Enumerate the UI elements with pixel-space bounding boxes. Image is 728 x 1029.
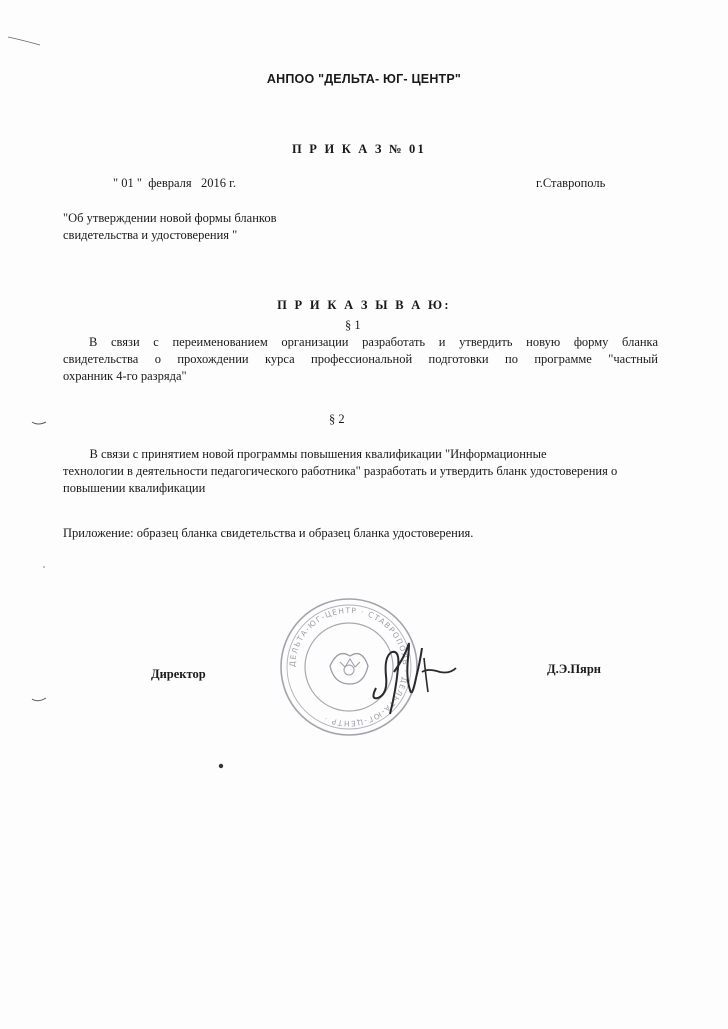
section-1-line: В связи с переименованием организации разработать и утвердить новую форму бланка <box>89 335 658 349</box>
svg-text:ДЕЛЬТА-ЮГ-ЦЕНТР · СТАВРОПОЛЬ ·: ДЕЛЬТА-ЮГ-ЦЕНТР · СТАВРОПОЛЬ · ДЕЛЬТА-ЮГ-ЦЕНТР · <box>287 605 411 729</box>
section-1-line: свидетельства о прохождении курса профессиональной подготовки по программе "частный <box>63 352 658 366</box>
section-2-line: В связи с принятием новой программы повышения квалификации "Информационные <box>77 447 547 461</box>
section-1-text <box>63 334 658 385</box>
attachment-note: Приложение: образец бланка свидетельства и образец бланка удостоверения. <box>63 526 474 540</box>
section-1-mark: § 1 <box>345 318 361 332</box>
organization-name: АНПОО "ДЕЛЬТА- ЮГ- ЦЕНТР" <box>266 72 462 86</box>
director-signature <box>368 628 458 720</box>
section-2-line: технологии в деятельности педагогического работника" разработать и утвердить бланк удостоверения о <box>63 464 618 478</box>
section-2-text <box>63 446 663 497</box>
subject-line: свидетельства и удостоверения " <box>63 228 238 242</box>
section-2-line: повышении квалификации <box>63 481 206 495</box>
signature-title: Директор <box>151 667 206 681</box>
order-subject <box>63 210 363 244</box>
order-heading: П Р И К А З Ы В А Ю: <box>277 298 451 312</box>
order-date: " 01 " февраля 2016 г. <box>113 176 236 190</box>
subject-line: "Об утверждении новой формы бланков <box>63 211 277 225</box>
section-1-line: охранник 4-го разряда" <box>63 369 187 383</box>
section-2-mark: § 2 <box>329 412 345 426</box>
order-title: П Р И К А З № 01 <box>292 142 426 156</box>
order-city: г.Ставрополь <box>536 176 606 190</box>
signature-name: Д.Э.Пярн <box>547 662 601 676</box>
